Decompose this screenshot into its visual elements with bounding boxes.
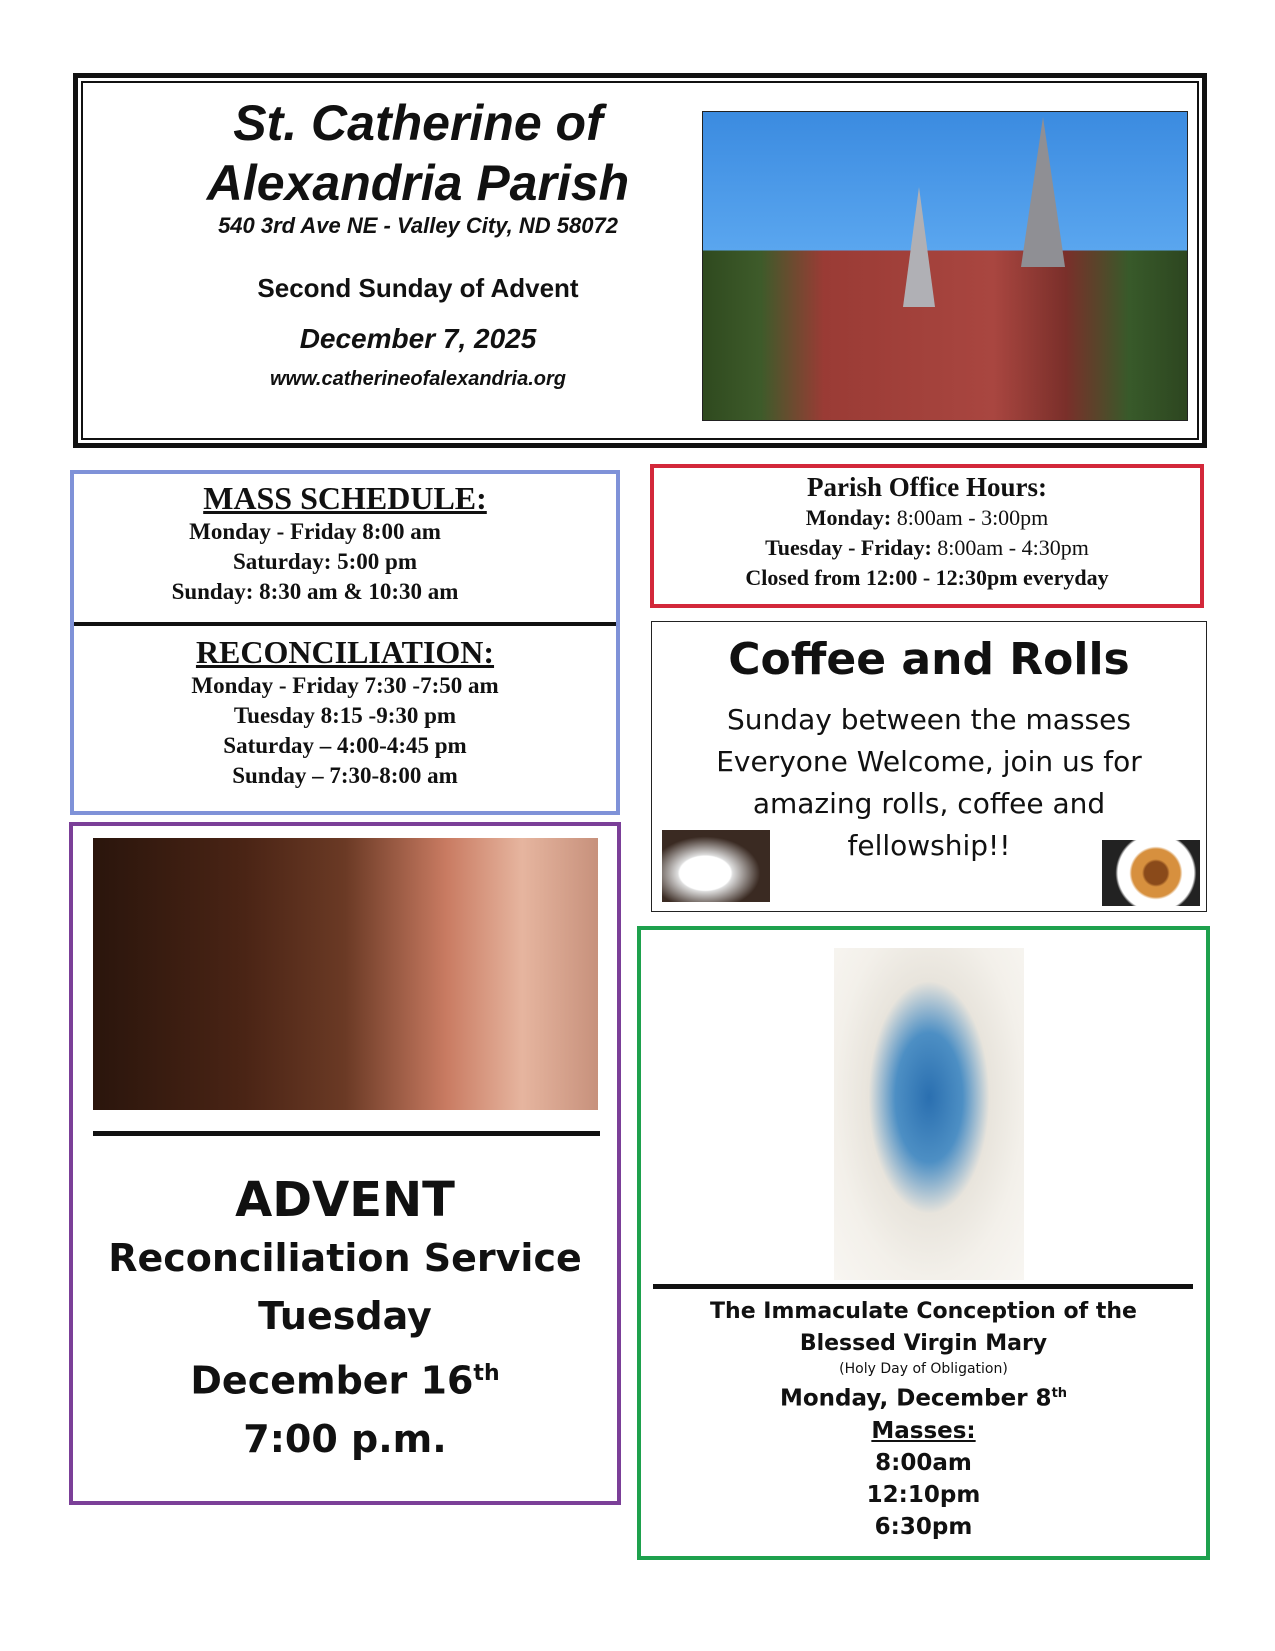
closed-note: Closed from 12:00 - 12:30pm everyday [745,565,1109,590]
advent-box [69,822,621,1505]
reconciliation-line: Sunday – 7:30-8:00 am [232,763,458,788]
coffee-cup-image [662,830,770,902]
parish-title [138,93,698,213]
confession-painting [93,838,598,1110]
hours: 8:00am - 4:30pm [937,535,1089,560]
mass-schedule-box [70,470,620,815]
title-line: Alexandria Parish [206,155,630,211]
coffee-line: fellowship!! [847,829,1011,862]
spire-icon [903,187,935,307]
coffee-box [651,621,1207,912]
ordinal-suffix: th [473,1361,500,1386]
obligation-note: (Holy Day of Obligation) [839,1361,1008,1377]
feast-date: Monday, December 8 [779,1385,1052,1412]
reconciliation-heading: RECONCILIATION: [195,634,495,670]
advent-date: December 16 [190,1358,474,1403]
divider [653,1284,1193,1289]
reconciliation-line: Monday - Friday 7:30 -7:50 am [191,673,499,698]
advent-title: ADVENT [235,1172,455,1228]
hours: 8:00am - 3:00pm [896,505,1049,530]
advent-line: Reconciliation Service [108,1236,582,1280]
coffee-line: Everyone Welcome, join us for [716,745,1142,778]
mass-time: 12:10pm [866,1481,981,1508]
office-heading: Parish Office Hours: [807,472,1047,502]
feast-title: The Immaculate Conception of the [710,1299,1137,1324]
reconciliation-line: Saturday – 4:00-4:45 pm [223,733,467,758]
header-box [73,73,1207,448]
divider [74,622,616,626]
mass-time: 6:30pm [874,1513,973,1540]
mass-line: Saturday: 5:00 pm [232,549,417,574]
mass-line: Sunday: 8:30 am & 10:30 am [171,579,459,604]
office-hours-box [650,464,1204,608]
day-label: Tuesday - Friday: [765,535,932,560]
reconciliation-line: Tuesday 8:15 -9:30 pm [233,703,457,728]
masses-heading: Masses: [871,1417,976,1444]
cinnamon-roll-image [1102,840,1200,906]
advent-line: Tuesday [258,1294,432,1338]
occasion: Second Sunday of Advent [257,273,579,303]
spire-icon [1021,117,1065,267]
virgin-mary-image [834,948,1024,1280]
coffee-heading: Coffee and Rolls [728,634,1130,685]
feast-title: Blessed Virgin Mary [799,1331,1048,1356]
bulletin-date: December 7, 2025 [299,323,537,354]
divider [93,1131,600,1136]
mass-line: Monday - Friday 8:00 am [189,519,441,544]
mass-time: 8:00am [875,1449,972,1476]
title-line: St. Catherine of [233,95,603,151]
immaculate-conception-box [637,926,1210,1560]
day-label: Monday: [805,505,892,530]
website-link[interactable]: www.catherineofalexandria.org [269,368,566,390]
mass-heading: MASS SCHEDULE: [203,480,487,516]
coffee-line: amazing rolls, coffee and [752,787,1106,820]
address: 540 3rd Ave NE - Valley City, ND 58072 [218,213,618,238]
ordinal-suffix: th [1051,1386,1068,1401]
church-photo [702,111,1188,421]
coffee-line: Sunday between the masses [727,703,1131,736]
advent-time: 7:00 p.m. [243,1416,447,1461]
